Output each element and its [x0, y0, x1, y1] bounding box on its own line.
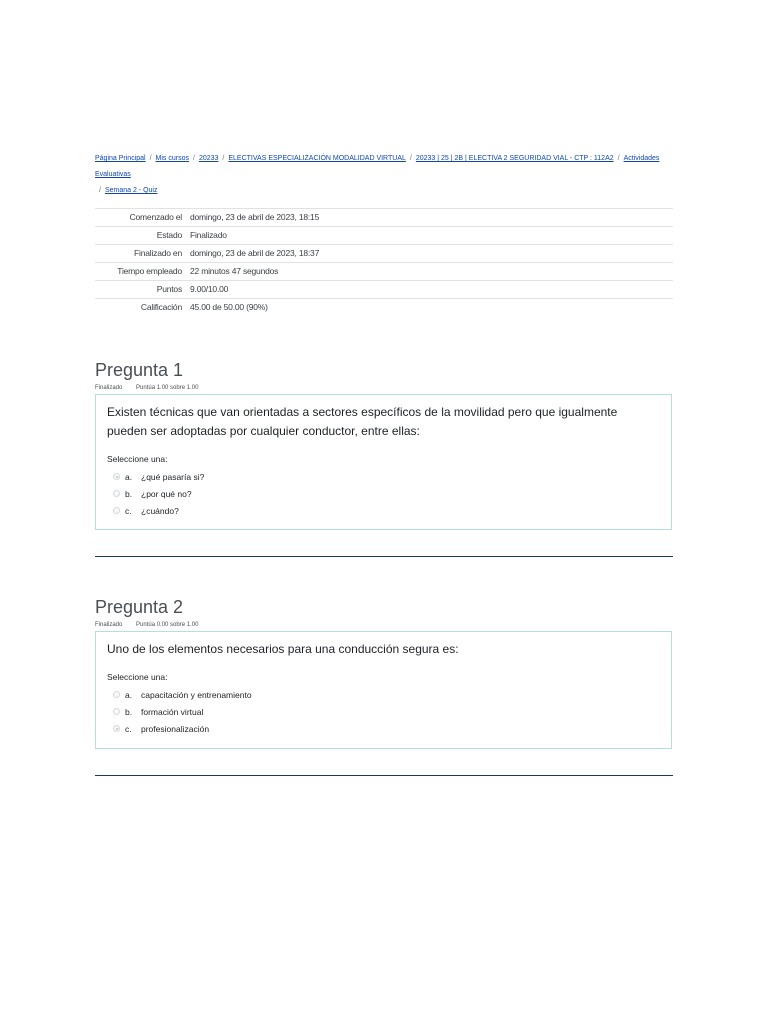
answer-options — [107, 686, 660, 737]
summary-label: Comenzado el — [95, 209, 188, 227]
radio-selected-icon[interactable] — [113, 473, 120, 480]
option-letter: a. — [125, 471, 133, 482]
answer-prompt: Seleccione una: — [107, 672, 168, 682]
radio-icon[interactable] — [113, 507, 120, 514]
summary-value: 45.00 de 50.00 (90%) — [188, 299, 673, 317]
summary-label: Estado — [95, 227, 188, 245]
summary-label: Puntos — [95, 281, 188, 299]
breadcrumb — [95, 151, 673, 199]
breadcrumb-section-link[interactable]: Actividades Evaluativas — [95, 155, 660, 178]
breadcrumb-separator: / — [617, 155, 620, 162]
breadcrumb-quiz-link[interactable]: Semana 2 - Quiz — [104, 187, 158, 194]
summary-label: Tiempo empleado — [95, 263, 188, 281]
question-info — [95, 384, 673, 392]
answer-options — [107, 468, 660, 519]
summary-label: Finalizado en — [95, 245, 188, 263]
question-state: Finalizado — [95, 385, 123, 391]
answer-option-b[interactable] — [107, 703, 660, 720]
question-content-box — [95, 631, 672, 749]
breadcrumb-home-link[interactable]: Página Principal — [95, 155, 146, 162]
question-divider — [95, 556, 673, 557]
question-state: Finalizado — [95, 622, 123, 628]
breadcrumb-separator: / — [409, 155, 412, 162]
radio-selected-icon[interactable] — [113, 725, 120, 732]
summary-value: 22 minutos 47 segundos — [188, 263, 673, 281]
summary-value: domingo, 23 de abril de 2023, 18:37 — [188, 245, 673, 263]
option-letter: b. — [125, 488, 133, 499]
question-info — [95, 621, 673, 629]
summary-value: 9.00/10.00 — [188, 281, 673, 299]
question-1 — [95, 359, 673, 530]
question-divider — [95, 775, 673, 776]
radio-icon[interactable] — [113, 691, 120, 698]
option-letter: a. — [125, 689, 133, 700]
question-2 — [95, 596, 673, 749]
option-label: ¿cuándo? — [141, 505, 179, 516]
breadcrumb-course-link[interactable]: 20233 | 25 | 2B | ELECTIVA 2 SEGURIDAD VIAL - CTP : 112A2 — [415, 155, 614, 162]
attempt-summary-table — [95, 208, 673, 316]
summary-row — [95, 299, 673, 317]
breadcrumb-separator: / — [99, 187, 101, 194]
answer-option-c[interactable] — [107, 502, 660, 519]
option-letter: c. — [125, 505, 132, 516]
answer-option-a[interactable] — [107, 468, 660, 485]
summary-value: Finalizado — [188, 227, 673, 245]
question-title: Pregunta 2 — [95, 597, 184, 617]
option-label: ¿por qué no? — [141, 488, 192, 499]
question-grade: Puntúa 0.00 sobre 1.00 — [136, 622, 199, 628]
answer-option-b[interactable] — [107, 485, 660, 502]
summary-row — [95, 263, 673, 281]
breadcrumb-separator: / — [193, 155, 195, 162]
summary-row — [95, 245, 673, 263]
option-letter: b. — [125, 706, 133, 717]
question-title: Pregunta 1 — [95, 360, 184, 380]
summary-label: Calificación — [95, 299, 188, 317]
answer-option-c[interactable] — [107, 720, 660, 737]
summary-row — [95, 209, 673, 227]
breadcrumb-my-courses-link[interactable]: Mis cursos — [155, 155, 189, 162]
radio-icon[interactable] — [113, 490, 120, 497]
summary-row — [95, 281, 673, 299]
option-label: capacitación y entrenamiento — [141, 689, 252, 700]
question-content-box — [95, 394, 672, 530]
option-label: ¿qué pasaría si? — [141, 471, 205, 482]
question-text: Existen técnicas que van orientadas a sectores específicos de la movilidad pero que igualmente pueden ser adoptadas por cualquier conductor, entre ellas: — [107, 405, 618, 438]
breadcrumb-separator: / — [149, 155, 152, 162]
breadcrumb-period-link[interactable]: 20233 — [198, 155, 219, 162]
question-text: Uno de los elementos necesarios para una conducción segura es: — [107, 642, 459, 656]
option-label: profesionalización — [141, 723, 210, 734]
radio-icon[interactable] — [113, 708, 120, 715]
option-letter: c. — [125, 723, 132, 734]
breadcrumb-separator: / — [222, 155, 225, 162]
breadcrumb-category-link[interactable]: ELECTIVAS ESPECIALIZACIÓN MODALIDAD VIRTUAL — [228, 155, 406, 162]
answer-option-a[interactable] — [107, 686, 660, 703]
summary-row — [95, 227, 673, 245]
summary-value: domingo, 23 de abril de 2023, 18:15 — [188, 209, 673, 227]
question-grade: Puntúa 1.00 sobre 1.00 — [136, 385, 199, 391]
option-label: formación virtual — [141, 706, 204, 717]
answer-prompt: Seleccione una: — [107, 454, 168, 464]
